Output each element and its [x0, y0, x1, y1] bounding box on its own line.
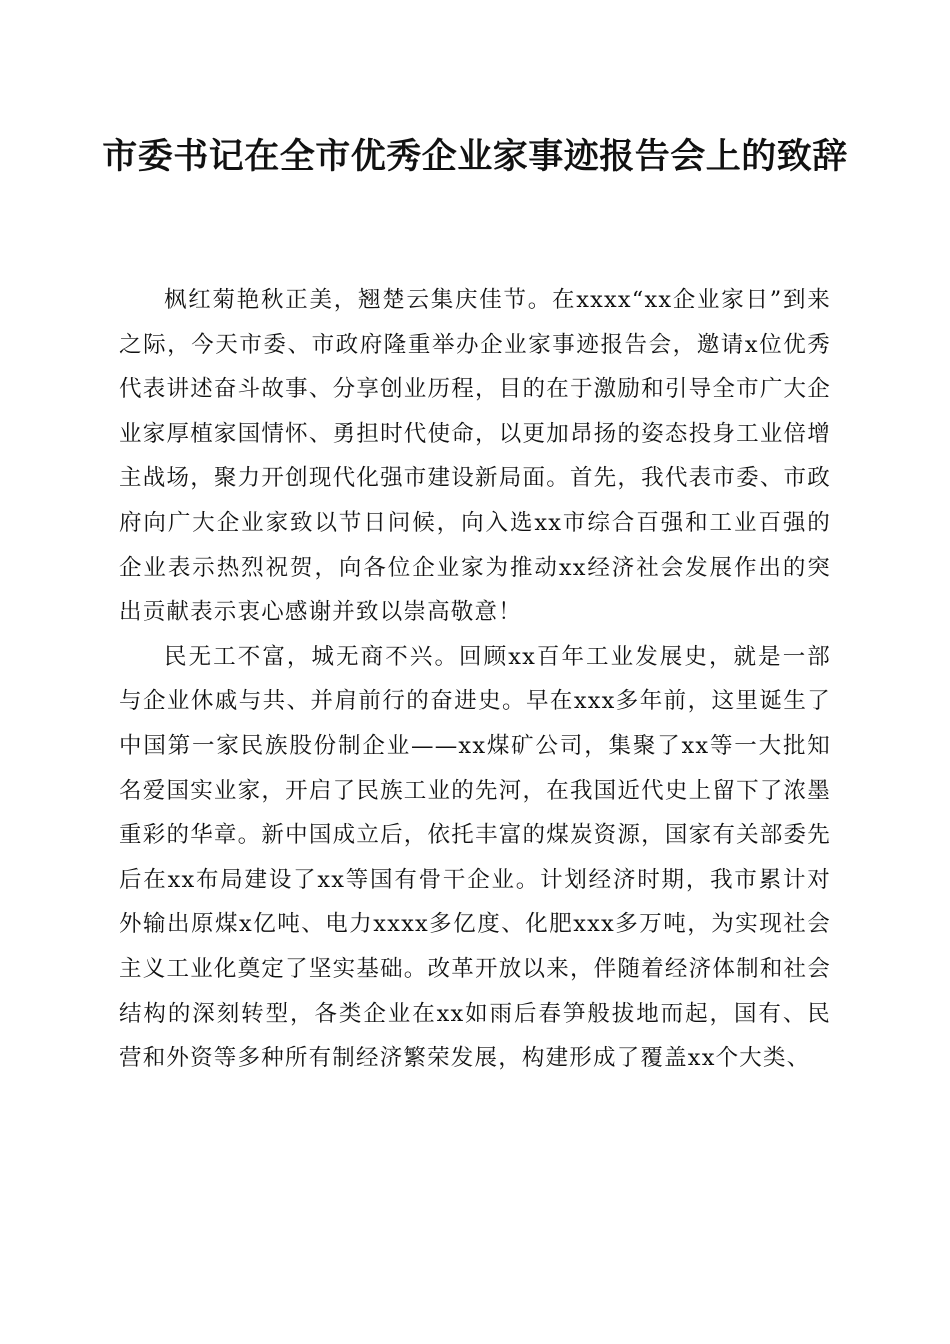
paragraph-1: 枫红菊艳秋正美，翘楚云集庆佳节。在xxxx“xx企业家日”到来之际，今天市委、市政府隆重举办企业家事迹报告会，邀请x位优秀代表讲述奋斗故事、分享创业历程，目的在于激励和引导全市广大企业家厚植家国情怀、勇担时代使命，以更加昂扬的姿态投身工业倍增主战场，聚力开创现代化强市建设新局面。首先，我代表市委、市政府向广大企业家致以节日问候，向入选xx市综合百强和工业百强的企业表示热烈祝贺，向各位企业家为推动xx经济社会发展作出的突出贡献表示衷心感谢并致以崇高敬意！ — [119, 287, 831, 626]
paragraph-2: 民无工不富，城无商不兴。回顾xx百年工业发展史，就是一部与企业休戚与共、并肩前行的奋进史。早在xxx多年前，这里诞生了中国第一家民族股份制企业——xx煤矿公司，集聚了xx等一大批知名爱国实业家，开启了民族工业的先河，在我国近代史上留下了浓墨重彩的华章。新中国成立后，依托丰富的煤炭资源，国家有关部委先后在xx布局建设了xx等国有骨干企业。计划经济时期，我市累计对外输出原煤x亿吨、电力xxxx多亿度、化肥xxx多万吨，为实现社会主义工业化奠定了坚实基础。改革开放以来，伴随着经济体制和社会结构的深刻转型，各类企业在xx如雨后春笋般拔地而起，国有、民营和外资等多种所有制经济繁荣发展，构建形成了覆盖xx个大类、 — [119, 643, 831, 1072]
document-body — [119, 278, 831, 1081]
document-title: 市委书记在全市优秀企业家事迹报告会上的致辞 — [102, 136, 848, 177]
